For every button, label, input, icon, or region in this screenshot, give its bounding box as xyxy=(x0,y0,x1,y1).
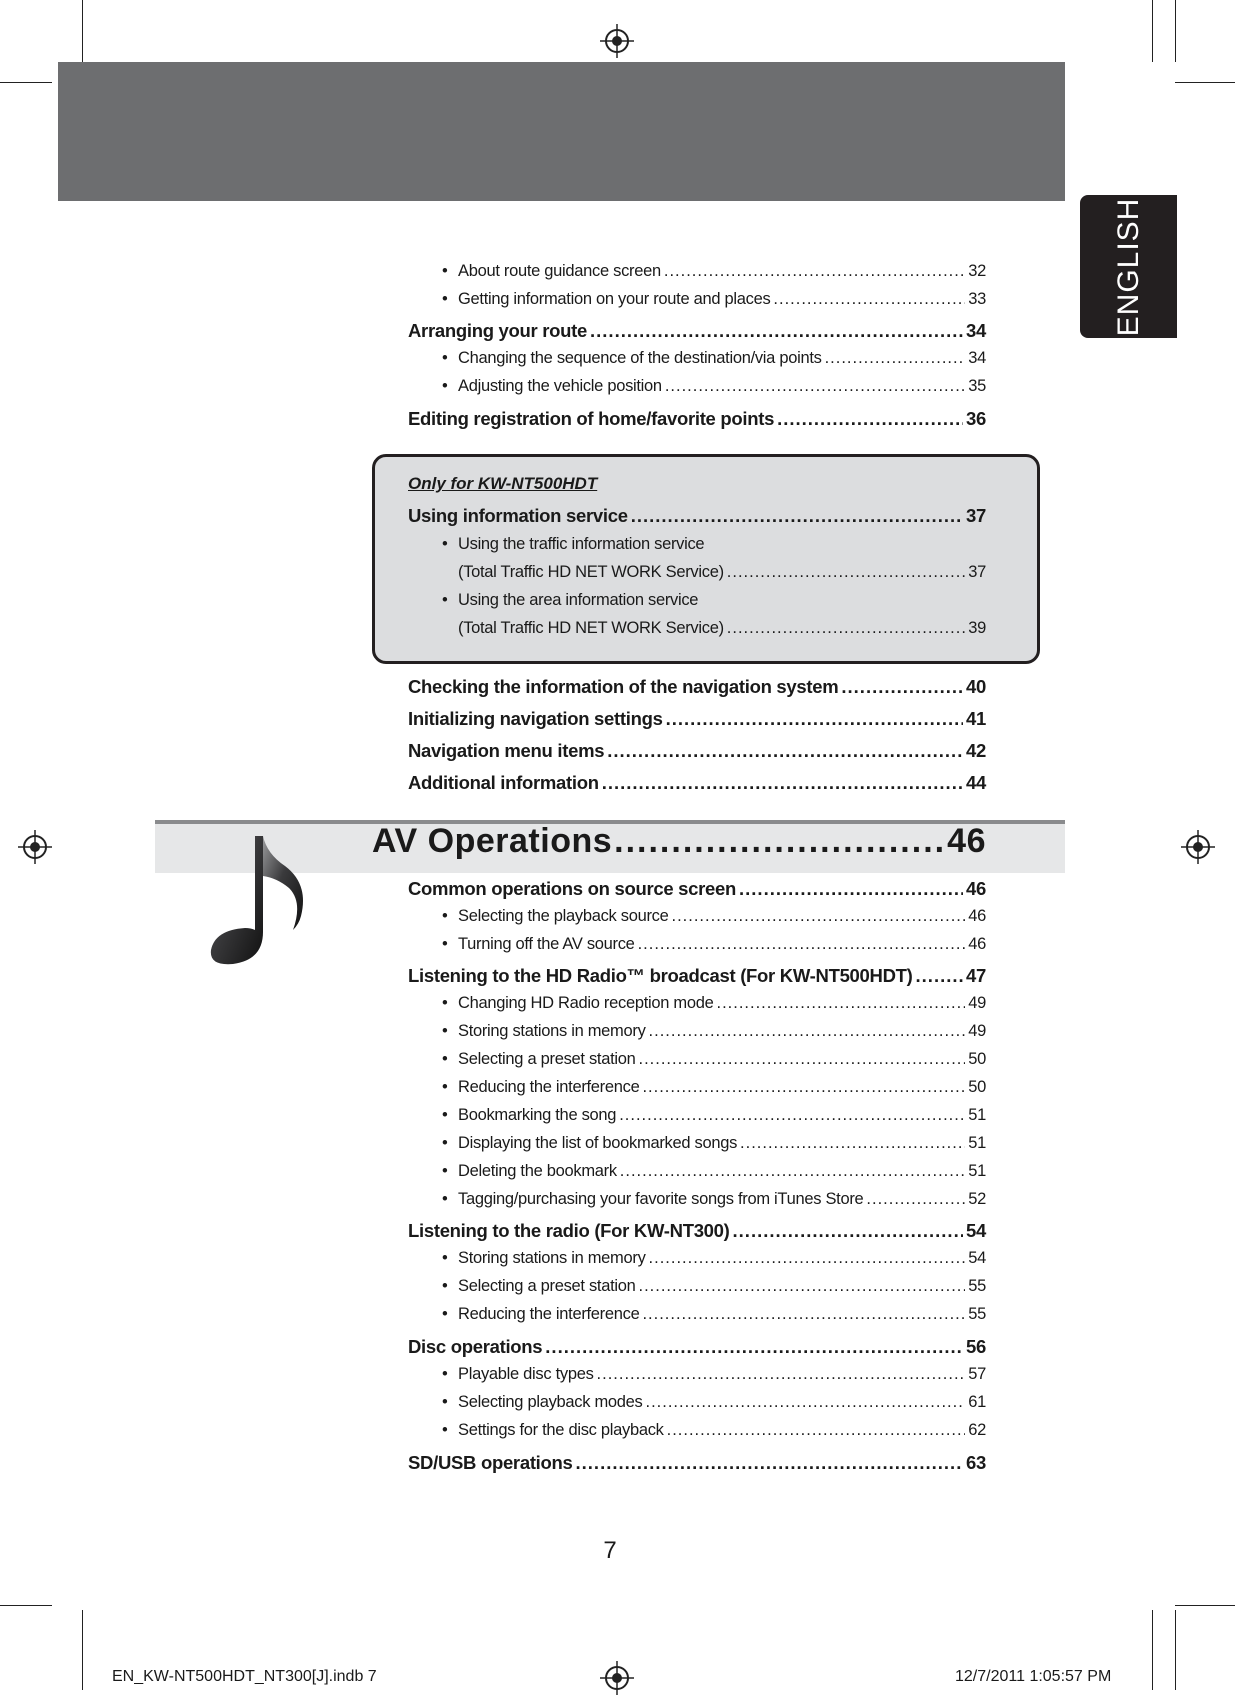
leader-dots xyxy=(607,740,963,762)
toc-entry-title: Initializing navigation settings xyxy=(408,708,663,729)
toc-entry-page: 35 xyxy=(968,377,986,395)
toc-entry-page: 63 xyxy=(966,1452,986,1473)
crop-mark xyxy=(82,0,83,62)
toc-entry-title: Listening to the radio (For KW-NT300) xyxy=(408,1220,730,1241)
toc-entry[interactable] xyxy=(408,1249,986,1268)
crop-mark xyxy=(1152,0,1153,62)
toc-entry[interactable] xyxy=(408,1106,986,1125)
toc-entry-page: 47 xyxy=(966,965,986,986)
toc-entry[interactable] xyxy=(408,262,986,281)
registration-mark-icon xyxy=(600,24,634,58)
bullet-icon: • xyxy=(442,1162,448,1180)
leader-dots xyxy=(642,1305,965,1324)
language-tab xyxy=(1080,195,1177,338)
toc-entry-page: 34 xyxy=(968,349,986,367)
toc-entry-title: Displaying the list of bookmarked songs xyxy=(458,1134,738,1152)
toc-entry-title: Selecting playback modes xyxy=(458,1393,643,1411)
toc-entry-title: Additional information xyxy=(408,772,599,793)
registration-mark-icon xyxy=(18,830,52,864)
bullet-icon: • xyxy=(442,1249,448,1267)
toc-entry[interactable] xyxy=(408,563,986,582)
toc-entry-page: 51 xyxy=(968,1162,986,1180)
toc-entry[interactable] xyxy=(408,1305,986,1324)
bullet-icon: • xyxy=(442,591,448,609)
toc-entry-page: 40 xyxy=(966,676,986,697)
toc-entry-page: 46 xyxy=(968,907,986,925)
crop-mark xyxy=(1175,1610,1176,1690)
toc-entry[interactable] xyxy=(408,708,986,730)
toc-entry[interactable] xyxy=(408,349,986,368)
toc-entry-page: 55 xyxy=(968,1305,986,1323)
toc-entry[interactable] xyxy=(408,408,986,430)
toc-entry[interactable] xyxy=(408,290,986,309)
toc-entry[interactable] xyxy=(408,1022,986,1041)
bullet-icon: • xyxy=(442,262,448,280)
toc-entry[interactable] xyxy=(408,772,986,794)
leader-dots xyxy=(866,1190,965,1209)
toc-entry[interactable] xyxy=(408,965,986,987)
toc-entry-page: 36 xyxy=(966,408,986,429)
bullet-icon: • xyxy=(442,1365,448,1383)
toc-entry-page: 49 xyxy=(968,1022,986,1040)
toc-entry[interactable] xyxy=(408,1134,986,1153)
toc-entry-title: Arranging your route xyxy=(408,320,588,341)
leader-dots xyxy=(667,1421,966,1440)
toc-entry-page: 37 xyxy=(968,563,986,581)
toc-entry[interactable] xyxy=(408,619,986,638)
leader-dots xyxy=(642,1078,965,1097)
toc-entry-page: 49 xyxy=(968,994,986,1012)
bullet-icon: • xyxy=(442,1393,448,1411)
toc-entry-title: Using the area information service xyxy=(458,591,699,609)
toc-entry-title: Settings for the disc playback xyxy=(458,1421,664,1439)
leader-dots xyxy=(665,377,965,396)
registration-mark-icon xyxy=(1181,830,1215,864)
toc-entry[interactable] xyxy=(408,1393,986,1412)
leader-dots xyxy=(773,290,965,309)
language-tab-label: ENGLISH xyxy=(1111,197,1145,336)
toc-entry-title: Editing registration of home/favorite points xyxy=(408,408,775,429)
crop-mark xyxy=(1152,1610,1153,1690)
toc-entry-title: Changing HD Radio reception mode xyxy=(458,994,714,1012)
toc-entry-title: Using the traffic information service xyxy=(458,535,705,553)
bullet-icon: • xyxy=(442,994,448,1012)
toc-entry-title: Common operations on source screen xyxy=(408,878,737,899)
toc-entry-page: 61 xyxy=(968,1393,986,1411)
toc-entry-title: Adjusting the vehicle position xyxy=(458,377,662,395)
music-note-icon xyxy=(205,832,315,972)
toc-entry-title: (Total Traffic HD NET WORK Service) xyxy=(458,619,724,637)
toc-entry-title: Reducing the interference xyxy=(458,1078,640,1096)
footer-filename: EN_KW-NT500HDT_NT300[J].indb 7 xyxy=(112,1668,377,1685)
leader-dots xyxy=(614,822,945,861)
leader-dots xyxy=(841,676,963,698)
bullet-icon: • xyxy=(442,535,448,553)
header-band xyxy=(58,62,1065,201)
toc-entry[interactable] xyxy=(408,1220,986,1242)
bullet-icon: • xyxy=(442,1022,448,1040)
bullet-icon: • xyxy=(442,907,448,925)
toc-entry-title: Bookmarking the song xyxy=(458,1106,617,1124)
toc-entry[interactable] xyxy=(408,505,986,527)
leader-dots xyxy=(620,1162,965,1181)
toc-entry[interactable] xyxy=(408,320,986,342)
toc-entry-page: 56 xyxy=(966,1336,986,1357)
bullet-icon: • xyxy=(442,1078,448,1096)
toc-entry-title: Listening to the HD Radio™ broadcast (For KW-NT500HDT) xyxy=(408,965,913,986)
bullet-icon: • xyxy=(442,935,448,953)
toc-entry[interactable] xyxy=(408,591,986,610)
toc-entry-page: 52 xyxy=(968,1190,986,1208)
toc-entry-title: Navigation menu items xyxy=(408,740,605,761)
leader-dots xyxy=(590,320,963,342)
toc-entry-title: SD/USB operations xyxy=(408,1452,573,1473)
toc-entry-title: Turning off the AV source xyxy=(458,935,635,953)
toc-entry-page: 39 xyxy=(968,619,986,637)
toc-entry[interactable] xyxy=(408,994,986,1013)
toc-entry[interactable] xyxy=(408,1078,986,1097)
toc-entry[interactable] xyxy=(408,377,986,396)
toc-entry-page: 46 xyxy=(966,878,986,899)
footer-timestamp: 12/7/2011 1:05:57 PM xyxy=(955,1668,1112,1685)
toc-entry-page: 33 xyxy=(968,290,986,308)
toc-entry-page: 54 xyxy=(968,1249,986,1267)
bullet-icon: • xyxy=(442,1050,448,1068)
leader-dots xyxy=(672,907,966,926)
bullet-icon: • xyxy=(442,1106,448,1124)
crop-mark xyxy=(1175,0,1176,62)
bullet-icon: • xyxy=(442,1305,448,1323)
bullet-icon: • xyxy=(442,1421,448,1439)
av-section-title-text: AV Operations xyxy=(372,822,613,860)
crop-mark xyxy=(82,1610,83,1690)
toc-entry-title: (Total Traffic HD NET WORK Service) xyxy=(458,563,724,581)
toc-entry-title: Playable disc types xyxy=(458,1365,594,1383)
toc-entry-page: 54 xyxy=(966,1220,986,1241)
crop-mark xyxy=(0,82,52,83)
toc-entry-title: Getting information on your route and places xyxy=(458,290,771,308)
leader-dots xyxy=(638,935,966,954)
toc-entry-page: 37 xyxy=(966,505,986,526)
leader-dots xyxy=(619,1106,965,1125)
toc-entry-page: 62 xyxy=(968,1421,986,1439)
toc-entry-title: Selecting a preset station xyxy=(458,1050,636,1068)
leader-dots xyxy=(646,1393,966,1412)
toc-entry-page: 42 xyxy=(966,740,986,761)
leader-dots xyxy=(716,994,965,1013)
toc-entry-title: Storing stations in memory xyxy=(458,1249,646,1267)
leader-dots xyxy=(825,349,966,368)
leader-dots xyxy=(545,1336,963,1358)
crop-mark xyxy=(1175,82,1235,83)
toc-entry-page: 51 xyxy=(968,1106,986,1124)
toc-entry[interactable] xyxy=(408,740,986,762)
toc-entry-title: Checking the information of the navigation system xyxy=(408,676,839,697)
toc-entry[interactable] xyxy=(408,1336,986,1358)
toc-entry-title: Storing stations in memory xyxy=(458,1022,646,1040)
toc-entry-title: Selecting a preset station xyxy=(458,1277,636,1295)
leader-dots xyxy=(602,772,963,794)
toc-entry[interactable] xyxy=(408,1277,986,1296)
leader-dots xyxy=(631,505,963,527)
toc-entry[interactable] xyxy=(408,676,986,698)
toc-entry[interactable] xyxy=(408,535,986,554)
bullet-icon: • xyxy=(442,1134,448,1152)
leader-dots xyxy=(664,262,965,281)
toc-entry-title: Using information service xyxy=(408,505,628,526)
leader-dots xyxy=(638,1050,965,1069)
av-section-title[interactable] xyxy=(372,822,986,861)
leader-dots xyxy=(649,1249,966,1268)
toc-entry-page: 55 xyxy=(968,1277,986,1295)
toc-entry[interactable] xyxy=(408,1452,986,1474)
leader-dots xyxy=(777,408,963,430)
toc-entry-page: 32 xyxy=(968,262,986,280)
toc-entry[interactable] xyxy=(408,1162,986,1181)
toc-entry-page: 34 xyxy=(966,320,986,341)
toc-entry-title: Tagging/purchasing your favorite songs from iTunes Store xyxy=(458,1190,864,1208)
bullet-icon: • xyxy=(442,1277,448,1295)
toc-entry-page: 41 xyxy=(966,708,986,729)
leader-dots xyxy=(727,563,965,582)
leader-dots xyxy=(739,878,963,900)
toc-entry[interactable] xyxy=(408,1421,986,1440)
toc-entry-page: 50 xyxy=(968,1078,986,1096)
bullet-icon: • xyxy=(442,349,448,367)
leader-dots xyxy=(666,708,963,730)
page-number: 7 xyxy=(603,1537,617,1564)
leader-dots xyxy=(576,1452,964,1474)
toc-entry[interactable] xyxy=(408,1190,986,1209)
toc-entry[interactable] xyxy=(408,878,986,900)
toc-entry-title: Deleting the bookmark xyxy=(458,1162,617,1180)
toc-entry-page: 57 xyxy=(968,1365,986,1383)
crop-mark xyxy=(1175,1605,1235,1606)
leader-dots xyxy=(727,619,965,638)
leader-dots xyxy=(638,1277,965,1296)
toc-entry[interactable] xyxy=(408,907,986,926)
crop-mark xyxy=(0,1605,52,1606)
toc-entry-title: About route guidance screen xyxy=(458,262,661,280)
toc-entry-page: 46 xyxy=(968,935,986,953)
bullet-icon: • xyxy=(442,377,448,395)
av-section-page: 46 xyxy=(947,822,986,860)
toc-entry[interactable] xyxy=(408,935,986,954)
bullet-icon: • xyxy=(442,290,448,308)
toc-entry-page: 50 xyxy=(968,1050,986,1068)
leader-dots xyxy=(597,1365,966,1384)
toc-entry-title: Changing the sequence of the destination/via points xyxy=(458,349,822,367)
toc-entry[interactable] xyxy=(408,1365,986,1384)
toc-entry-title: Selecting the playback source xyxy=(458,907,669,925)
bullet-icon: • xyxy=(442,1190,448,1208)
leader-dots xyxy=(740,1134,965,1153)
model-only-label: Only for KW-NT500HDT xyxy=(408,474,598,493)
toc-entry-title: Disc operations xyxy=(408,1336,543,1357)
toc-entry-title: Reducing the interference xyxy=(458,1305,640,1323)
leader-dots xyxy=(916,965,963,987)
toc-entry-page: 51 xyxy=(968,1134,986,1152)
toc-entry[interactable] xyxy=(408,1050,986,1069)
toc-entry-page: 44 xyxy=(966,772,986,793)
leader-dots xyxy=(733,1220,963,1242)
leader-dots xyxy=(649,1022,966,1041)
